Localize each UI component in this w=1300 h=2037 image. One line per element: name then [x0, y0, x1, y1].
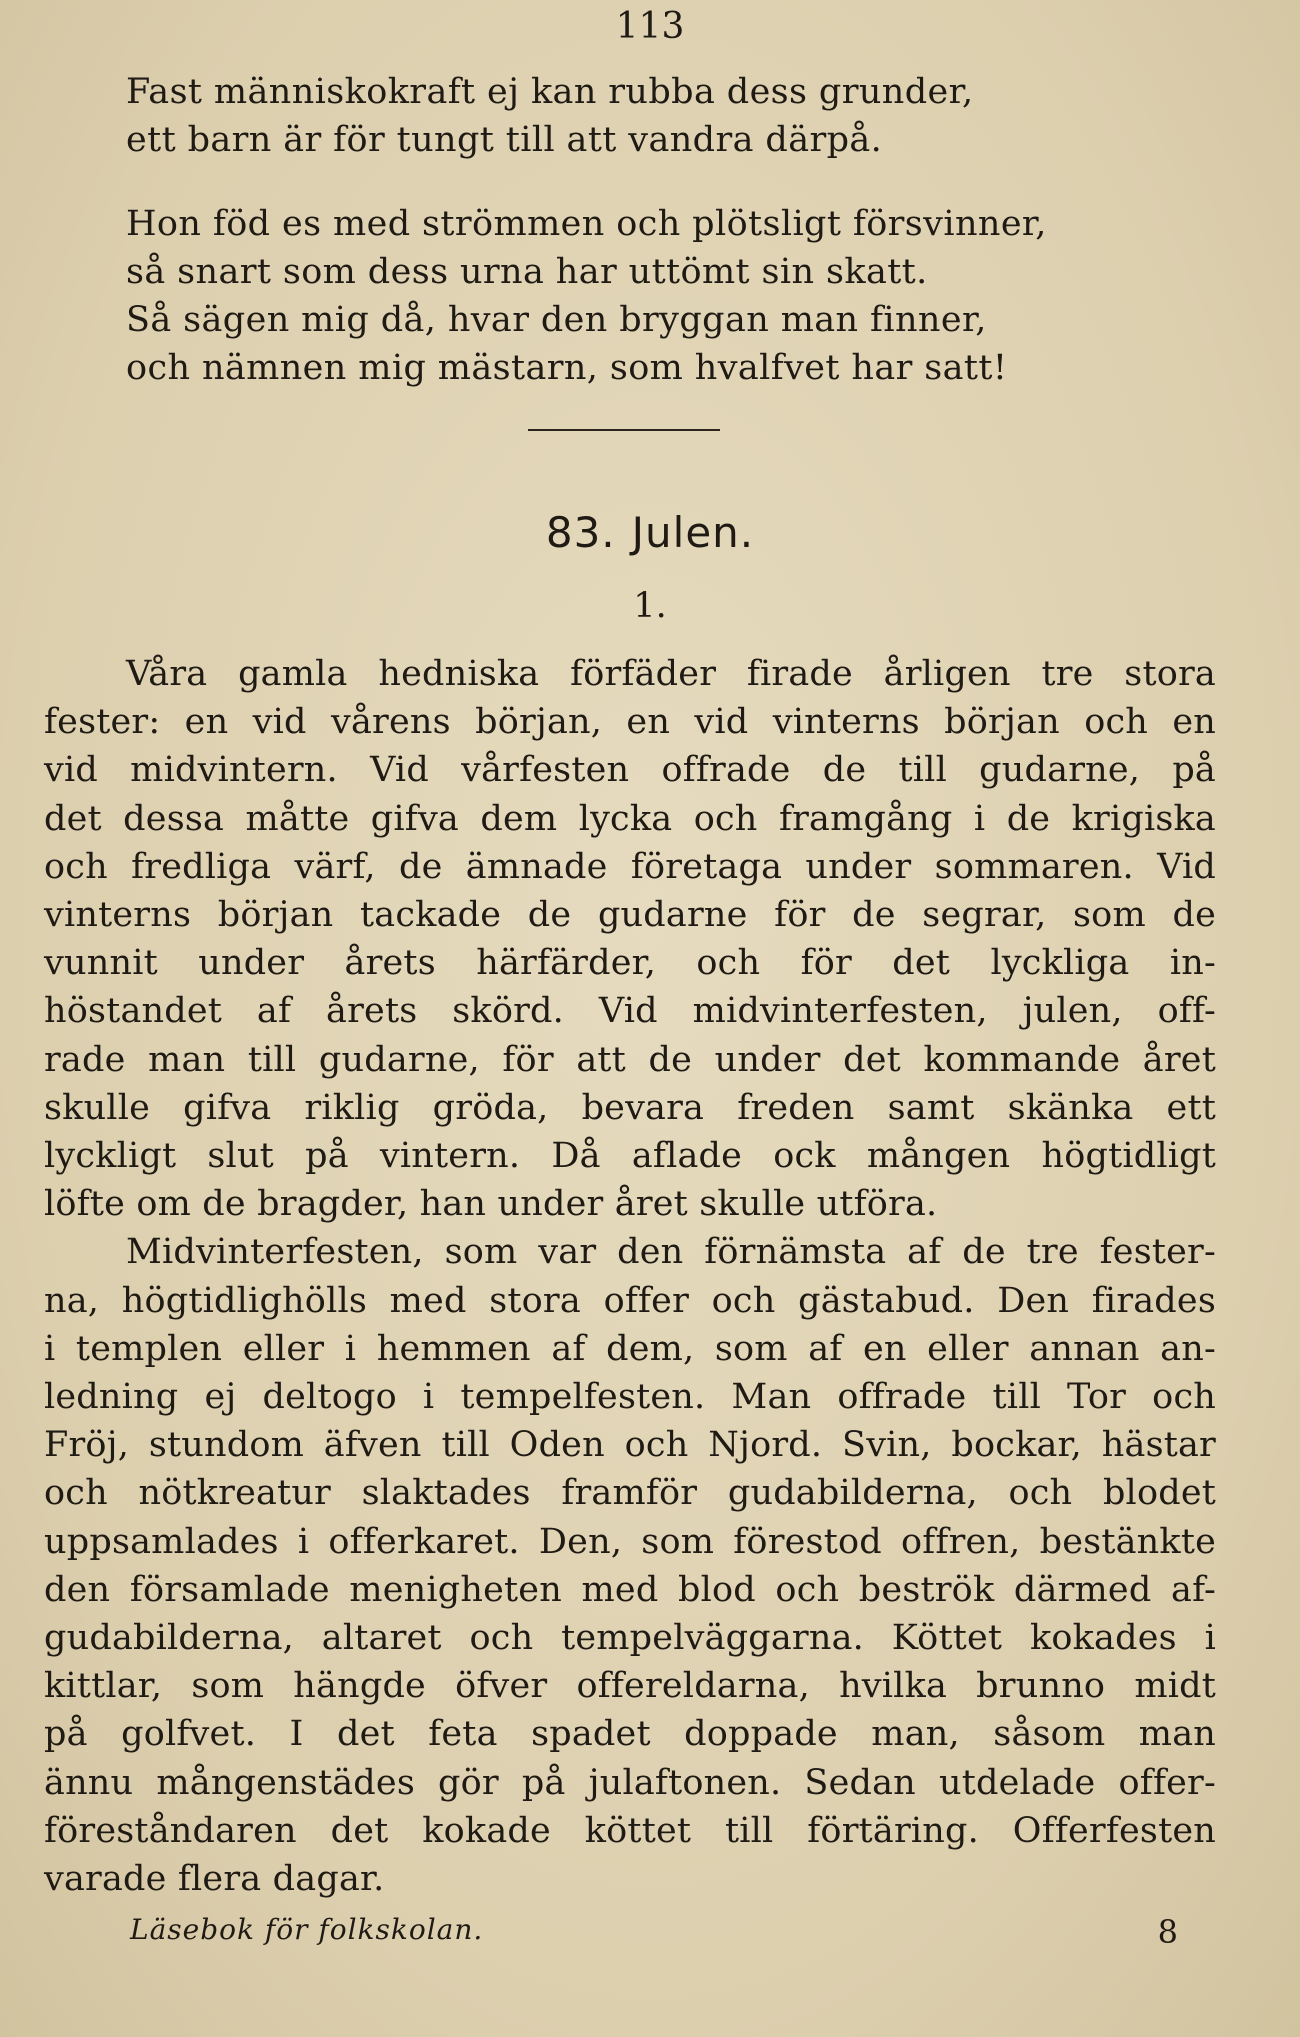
poem-excerpt: [126, 68, 1176, 428]
text-line: löfte om de bragder, han under året skulle utföra.: [44, 1184, 938, 1225]
paragraph: [44, 1228, 1216, 1903]
text-line: ledning ej deltogo i tempelfesten. Man offrade till Tor och: [44, 1377, 1216, 1418]
poem-stanza: [126, 200, 1176, 392]
text-line: ännu mångenstädes gör på julaftonen. Sedan utdelade offer-: [44, 1762, 1216, 1803]
section-heading: [0, 508, 1300, 557]
text-line: varade flera dagar.: [44, 1859, 385, 1900]
text-line: vid midvintern. Vid vårfesten offrade de till gudarne, på: [44, 750, 1216, 791]
section-title: Julen.: [631, 508, 755, 557]
text-line: på golfvet. I det feta spadet doppade man, såsom man: [44, 1714, 1216, 1755]
text-line: fester: en vid vårens början, en vid vinterns början och en: [44, 702, 1216, 743]
text-line: kittlar, som hängde öfver offereldarna, hvilka brunno midt: [44, 1666, 1216, 1707]
section-number: 83.: [545, 508, 616, 557]
poem-line: och nämnen mig mästarn, som hvalfvet har satt!: [126, 348, 1008, 388]
signature-mark: 8: [1157, 1913, 1178, 1951]
page-number: 113: [615, 6, 685, 47]
paragraph: [44, 650, 1216, 1228]
text-line: i templen eller i hemmen af dem, som af en eller annan an-: [44, 1328, 1216, 1369]
text-line: Fröj, stundom äfven till Oden och Njord. Svin, bockar, hästar: [44, 1425, 1216, 1466]
text-line: föreståndaren det kokade köttet till förtäring. Offerfesten: [44, 1810, 1216, 1851]
text-line: Midvinterfesten, som var den förnämsta af de tre fester-: [126, 1232, 1216, 1273]
text-line: vunnit under årets härfärder, och för det lyckliga in-: [44, 943, 1216, 984]
book-title: Läsebok för folkskolan.: [130, 1913, 484, 1946]
part-number: 1.: [633, 586, 667, 626]
text-line: gudabilderna, altaret och tempelväggarna. Köttet kokades i: [44, 1618, 1216, 1659]
text-line: den församlade menigheten med blod och beströk därmed af-: [44, 1569, 1216, 1610]
text-line: det dessa måtte gifva dem lycka och framgång i de krigiska: [44, 798, 1216, 839]
poem-line: Så sägen mig då, hvar den bryggan man finner,: [126, 300, 987, 340]
text-line: Våra gamla hedniska förfäder firade årligen tre stora: [126, 654, 1216, 694]
text-line: rade man till gudarne, för att de under det kommande året: [44, 1039, 1216, 1080]
poem-line: Fast människokraft ej kan rubba dess grunder,: [126, 72, 974, 112]
text-line: och nötkreatur slaktades framför gudabilderna, och blodet: [44, 1473, 1216, 1514]
poem-stanza: [126, 68, 1176, 164]
poem-line: ett barn är för tungt till att vandra därpå.: [126, 120, 883, 160]
poem-line: så snart som dess urna har uttömt sin skatt.: [126, 252, 928, 292]
body-text: [44, 650, 1216, 1903]
text-line: lyckligt slut på vintern. Då aflade ock mången högtidligt: [44, 1136, 1216, 1177]
text-line: vinterns början tackade de gudarne för de segrar, som de: [44, 895, 1216, 936]
text-line: na, högtidlighölls med stora offer och gästabud. Den firades: [44, 1280, 1216, 1321]
text-line: uppsamlades i offerkaret. Den, som förestod offren, bestänkte: [44, 1521, 1216, 1562]
text-line: och fredliga värf, de ämnade företaga under sommaren. Vid: [44, 846, 1216, 887]
poem-line: Hon föd es med strömmen och plötsligt försvinner,: [126, 204, 1047, 244]
text-line: höstandet af årets skörd. Vid midvinterfesten, julen, off-: [44, 991, 1216, 1032]
text-line: skulle gifva riklig gröda, bevara freden samt skänka ett: [44, 1087, 1216, 1128]
section-divider: [528, 429, 720, 431]
